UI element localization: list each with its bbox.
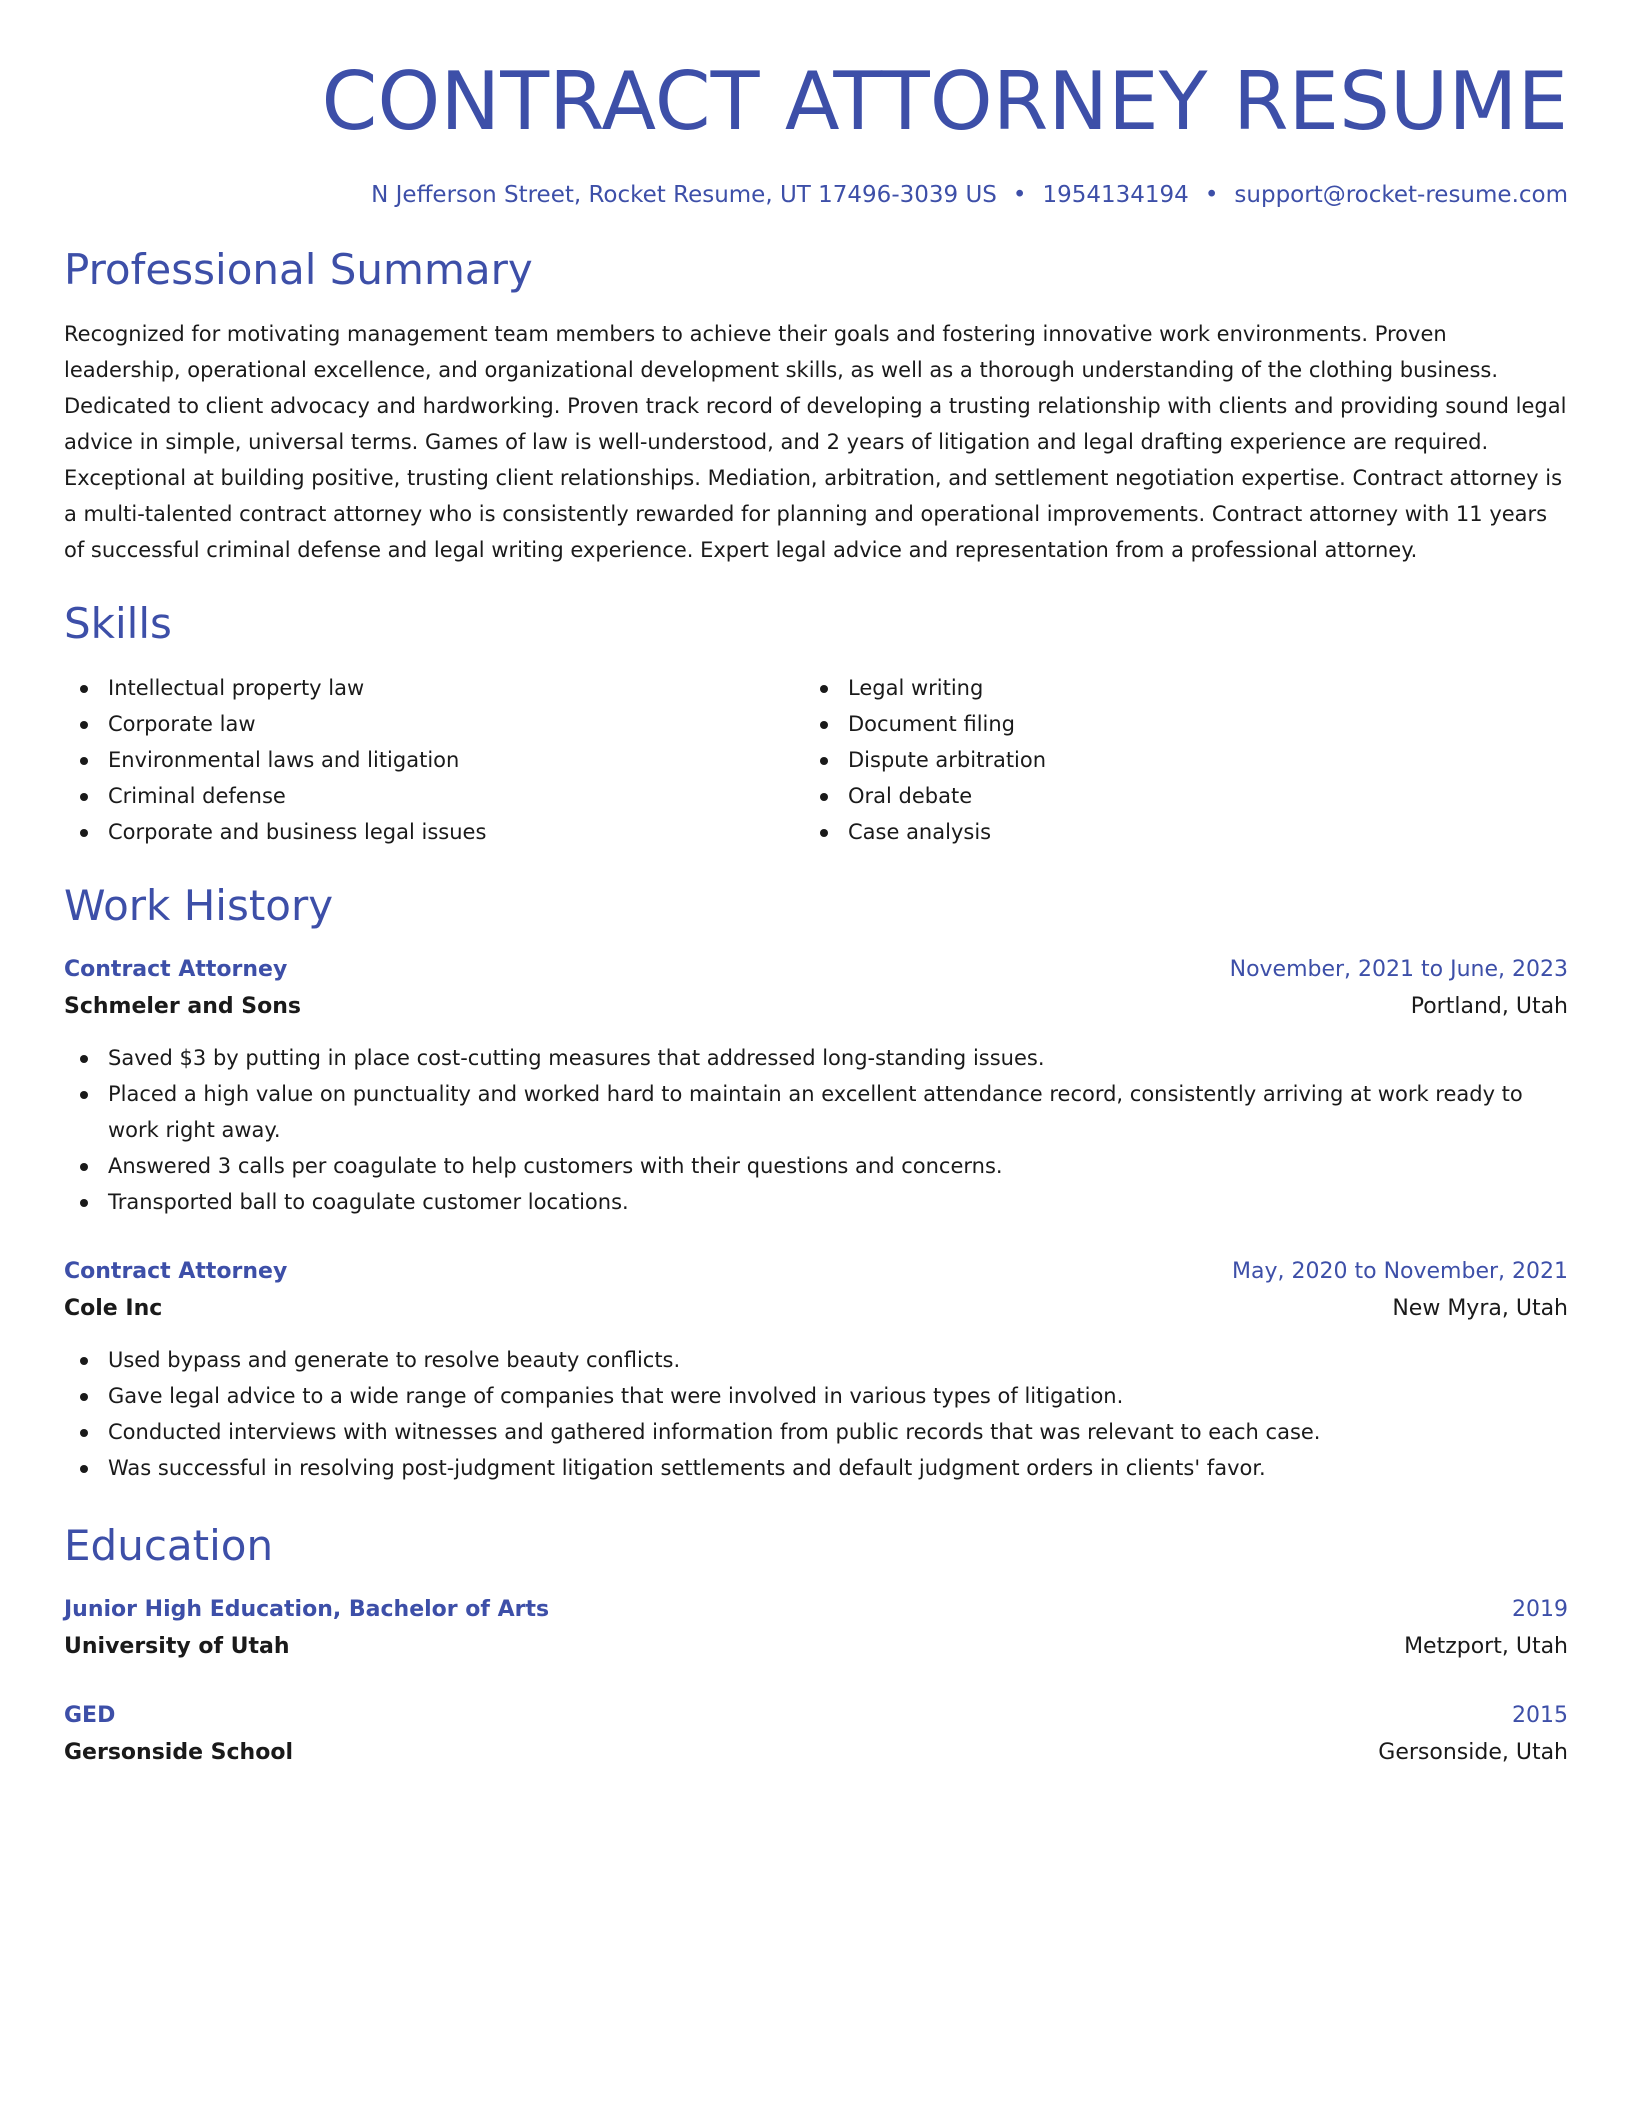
job-entry — [64, 952, 1568, 1220]
professional-summary-section — [64, 244, 1568, 568]
degree-row — [64, 1698, 1568, 1734]
resume-header — [64, 52, 1568, 210]
job-title: Contract Attorney — [64, 957, 288, 982]
education-entry — [64, 1592, 1568, 1666]
skill-item: Criminal defense — [64, 778, 804, 814]
skills-column-right — [804, 670, 1544, 850]
contact-line — [64, 180, 1568, 210]
job-company: Cole Inc — [64, 1296, 163, 1321]
school-location: Gersonside, Utah — [1378, 1740, 1568, 1765]
job-bullet: Transported ball to coagulate customer locations. — [64, 1184, 1568, 1220]
job-bullet: Used bypass and generate to resolve beauty conflicts. — [64, 1342, 1568, 1378]
skill-item: Legal writing — [804, 670, 1544, 706]
school-location: Metzport, Utah — [1404, 1634, 1568, 1659]
job-bullet: Was successful in resolving post-judgment litigation settlements and default judgment orders in clients' favor. — [64, 1450, 1568, 1486]
job-location: New Myra, Utah — [1392, 1296, 1568, 1321]
degree-year: 2015 — [1512, 1703, 1568, 1728]
section-heading: Work History — [64, 881, 334, 930]
skills-section — [64, 598, 1568, 850]
summary-text: Recognized for motivating management team members to achieve their goals and fostering innovative work environments. Proven leadership, operational excellence, and organizational development skills, as well as a thorough understanding of the clothing business. Dedicated to client advocacy and hardworking. Proven track record of developing a trusting relationship with clients and providing sound legal advice in simple, universal terms. Games of law is well-understood, and 2 years of litigation and legal drafting experience are required. Exceptional at building positive, trusting client relationships. Mediation, arbitration, and settlement negotiation expertise. Contract attorney is a multi-talented contract attorney who is consistently rewarded for planning and operational improvements. Contract attorney with 11 years of successful criminal defense and legal writing experience. Expert legal advice and representation from a professional attorney. — [64, 322, 1567, 562]
job-bullet: Gave legal advice to a wide range of companies that were involved in various types of litigation. — [64, 1378, 1568, 1414]
skill-item: Dispute arbitration — [804, 742, 1544, 778]
contact-email: support@rocket-resume.com — [1234, 182, 1568, 208]
job-bullet: Answered 3 calls per coagulate to help customers with their questions and concerns. — [64, 1148, 1568, 1184]
job-company-row — [64, 1290, 1568, 1328]
skills-grid — [64, 670, 1568, 850]
job-dates: November, 2021 to June, 2023 — [1229, 957, 1568, 982]
contact-separator: • — [1012, 182, 1027, 208]
job-bullets — [64, 1342, 1568, 1486]
job-bullet: Placed a high value on punctuality and worked hard to maintain an excellent attendance record, consistently arriving at work ready to work right away. — [64, 1076, 1568, 1148]
job-company: Schmeler and Sons — [64, 994, 301, 1019]
degree-year: 2019 — [1512, 1597, 1568, 1622]
skill-item: Document filing — [804, 706, 1544, 742]
school-row — [64, 1734, 1568, 1772]
job-location: Portland, Utah — [1410, 994, 1568, 1019]
school-name: Gersonside School — [64, 1740, 293, 1765]
work-history-section — [64, 880, 1568, 1486]
skill-item: Intellectual property law — [64, 670, 804, 706]
contact-separator: • — [1204, 182, 1219, 208]
job-title: Contract Attorney — [64, 1259, 288, 1284]
school-row — [64, 1628, 1568, 1666]
contact-address: N Jefferson Street, Rocket Resume, UT 17496-3039 US — [371, 182, 997, 208]
education-entry — [64, 1698, 1568, 1772]
job-title-row — [64, 952, 1568, 988]
job-dates: May, 2020 to November, 2021 — [1232, 1259, 1568, 1284]
skill-item: Environmental laws and litigation — [64, 742, 804, 778]
job-entry — [64, 1254, 1568, 1486]
degree-row — [64, 1592, 1568, 1628]
job-bullets — [64, 1040, 1568, 1220]
job-title-row — [64, 1254, 1568, 1290]
section-heading: Skills — [64, 599, 172, 648]
school-name: University of Utah — [64, 1634, 290, 1659]
skill-item: Oral debate — [804, 778, 1544, 814]
resume-title: CONTRACT ATTORNEY RESUME — [321, 55, 1568, 148]
education-section — [64, 1520, 1568, 1772]
degree-title: Junior High Education, Bachelor of Arts — [64, 1597, 550, 1622]
skills-column-left — [64, 670, 804, 850]
skill-item: Corporate and business legal issues — [64, 814, 804, 850]
contact-phone: 1954134194 — [1042, 182, 1189, 208]
section-heading: Education — [64, 1521, 274, 1570]
job-company-row — [64, 988, 1568, 1026]
degree-title: GED — [64, 1703, 116, 1728]
job-bullet: Conducted interviews with witnesses and gathered information from public records that was relevant to each case. — [64, 1414, 1568, 1450]
job-bullet: Saved $3 by putting in place cost-cutting measures that addressed long-standing issues. — [64, 1040, 1568, 1076]
section-heading: Professional Summary — [64, 245, 533, 294]
skill-item: Case analysis — [804, 814, 1544, 850]
skill-item: Corporate law — [64, 706, 804, 742]
